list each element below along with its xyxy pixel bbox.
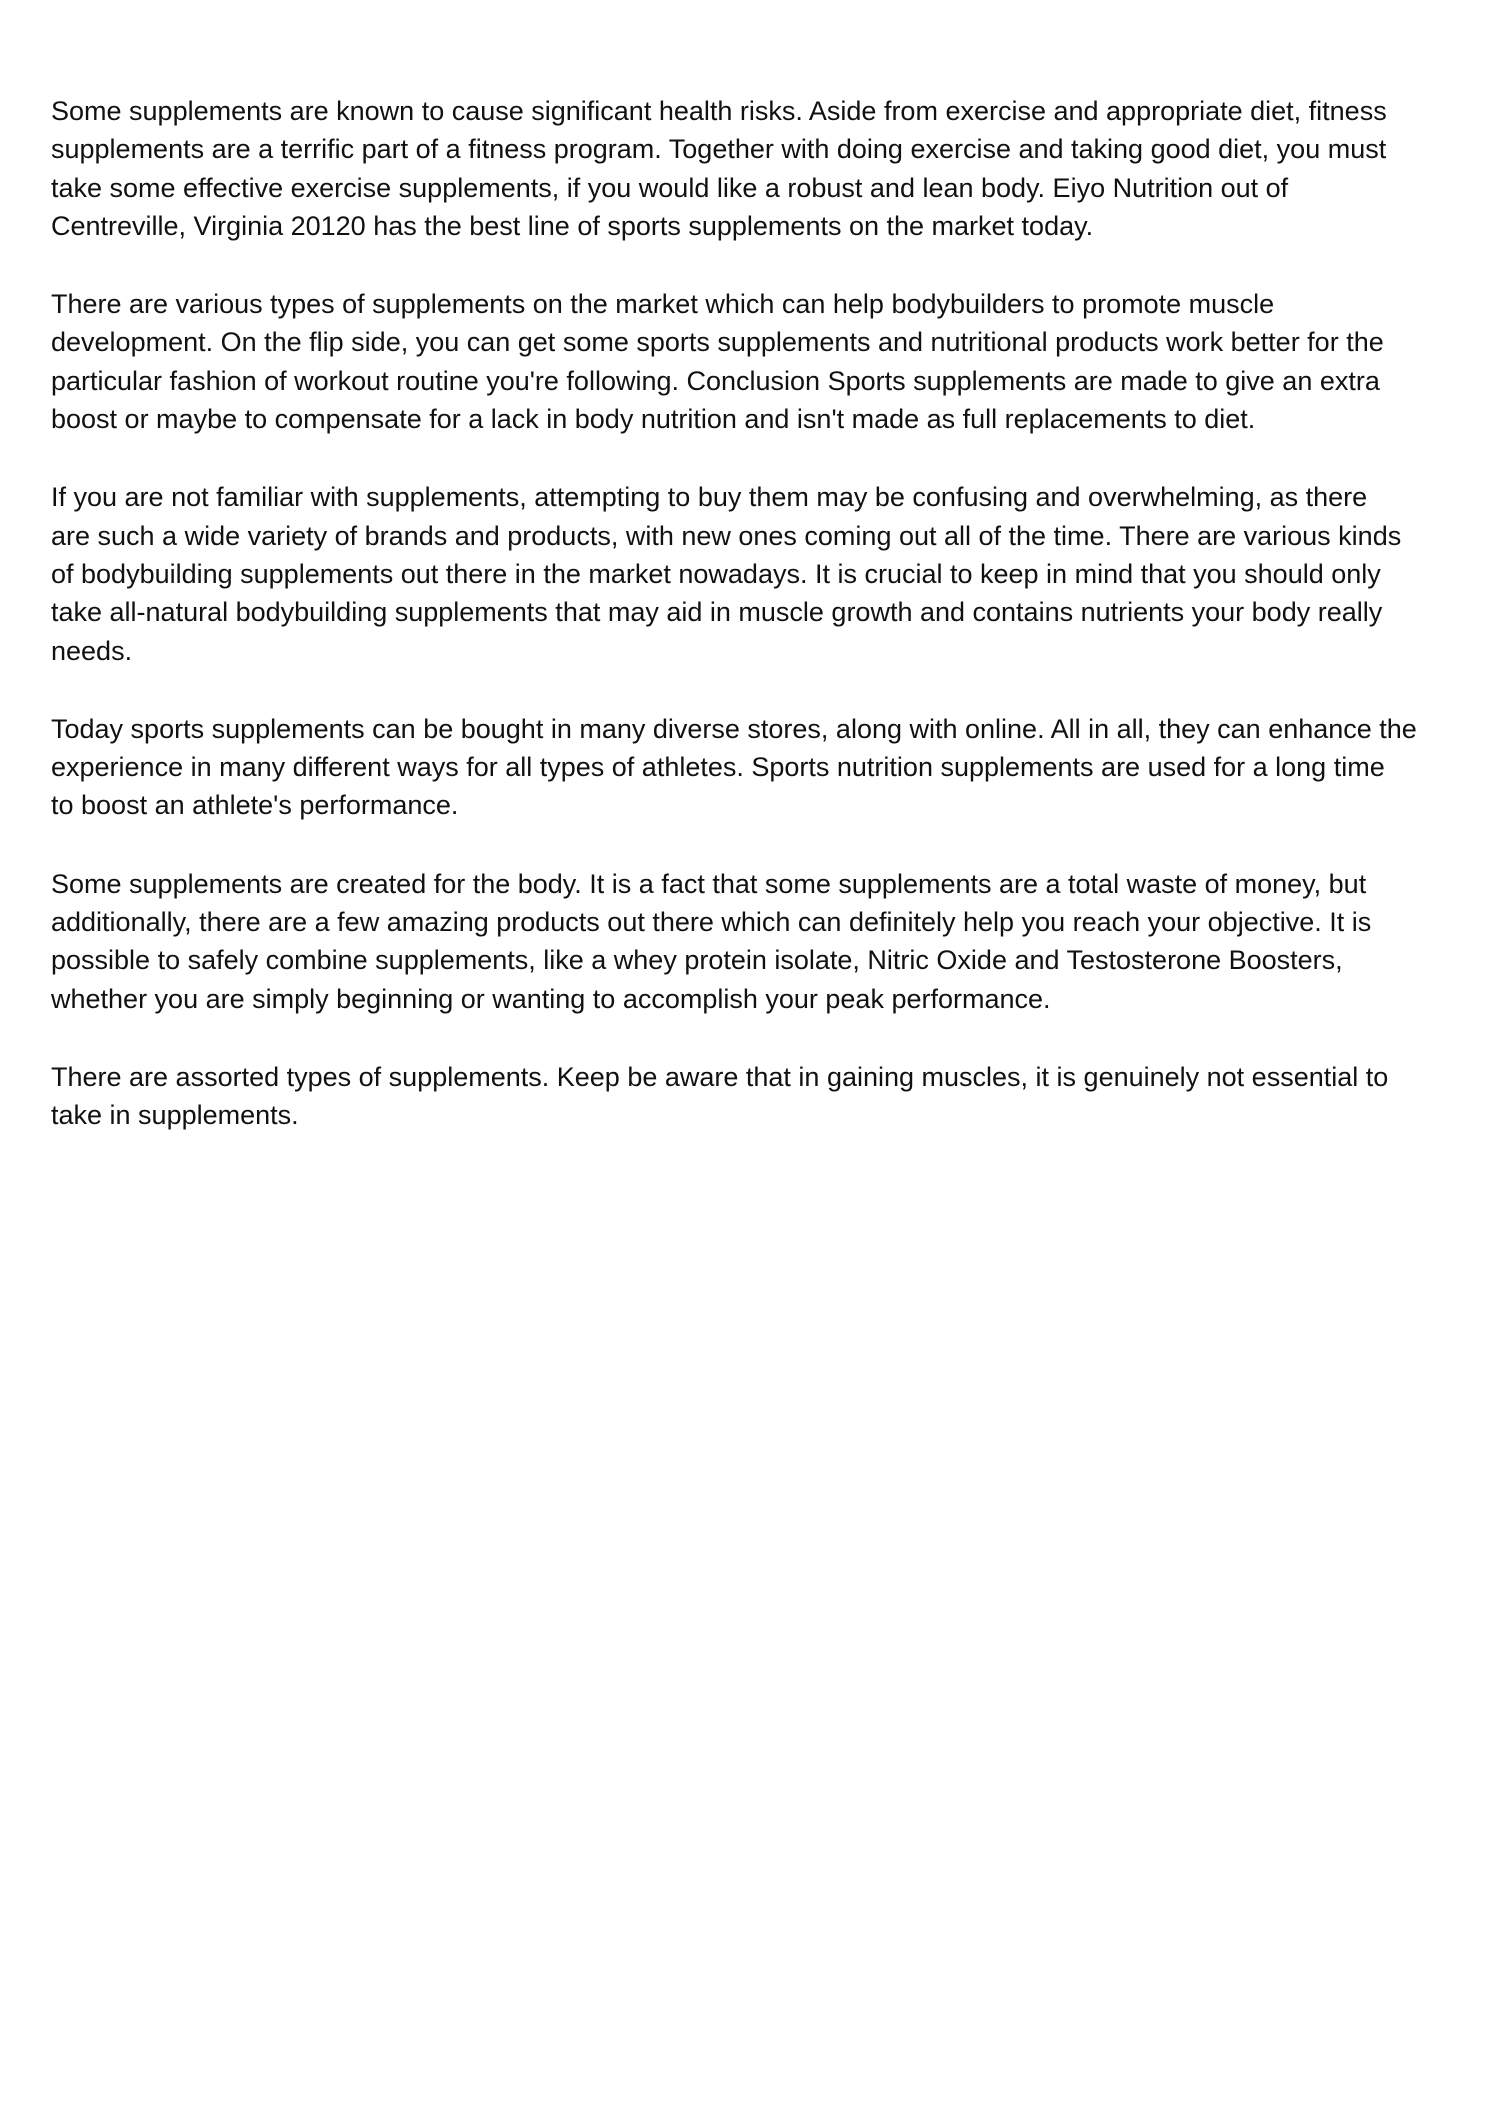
- text-line: boost or maybe to compensate for a lack in body nutrition and isn't made as full replacements to diet.: [51, 404, 1256, 435]
- text-line: are such a wide variety of brands and products, with new ones coming out all of the time. There are various kinds: [51, 520, 1402, 551]
- paragraph: [51, 865, 1471, 1018]
- paragraph: [51, 710, 1471, 825]
- text-line: There are assorted types of supplements. Keep be aware that in gaining muscles, it is genuinely not essential to: [51, 1061, 1389, 1092]
- text-line: If you are not familiar with supplements, attempting to buy them may be confusing and overwhelming, as there: [51, 482, 1368, 513]
- text-line: take in supplements.: [51, 1100, 299, 1131]
- text-line: additionally, there are a few amazing products out there which can definitely help you reach your objective. It is: [51, 907, 1372, 938]
- paragraph: [51, 478, 1471, 669]
- text-line: Some supplements are known to cause significant health risks. Aside from exercise and appropriate diet, fitness: [51, 96, 1387, 126]
- text-line: to boost an athlete's performance.: [51, 790, 459, 821]
- text-line: There are various types of supplements on the market which can help bodybuilders to promote muscle: [51, 289, 1275, 320]
- text-line: take all-natural bodybuilding supplements that may aid in muscle growth and contains nutrients your body really: [51, 597, 1383, 628]
- text-line: take some effective exercise supplements, if you would like a robust and lean body. Eiyo Nutrition out of: [51, 172, 1289, 203]
- text-line: development. On the flip side, you can get some sports supplements and nutritional products work better for the: [51, 327, 1384, 358]
- paragraph: [51, 1058, 1471, 1135]
- text-line: needs.: [51, 635, 133, 666]
- text-line: of bodybuilding supplements out there in the market nowadays. It is crucial to keep in mind that you should only: [51, 558, 1381, 589]
- paragraph: [51, 92, 1471, 245]
- text-line: Today sports supplements can be bought in many diverse stores, along with online. All in all, they can enhance the: [51, 713, 1417, 744]
- text-line: Centreville, Virginia 20120 has the best line of sports supplements on the market today.: [51, 210, 1094, 241]
- text-line: Some supplements are created for the body. It is a fact that some supplements are a total waste of money, but: [51, 868, 1367, 899]
- text-line: possible to safely combine supplements, like a whey protein isolate, Nitric Oxide and Testosterone Boosters,: [51, 945, 1343, 976]
- text-line: whether you are simply beginning or wanting to accomplish your peak performance.: [51, 983, 1051, 1014]
- text-line: particular fashion of workout routine you're following. Conclusion Sports supplements are made to give an extra: [51, 365, 1380, 396]
- paragraph: [51, 285, 1471, 438]
- text-line: experience in many different ways for all types of athletes. Sports nutrition supplements are used for a long time: [51, 752, 1385, 783]
- document-body: [51, 92, 1471, 1175]
- text-line: supplements are a terrific part of a fitness program. Together with doing exercise and taking good diet, you must: [51, 134, 1387, 165]
